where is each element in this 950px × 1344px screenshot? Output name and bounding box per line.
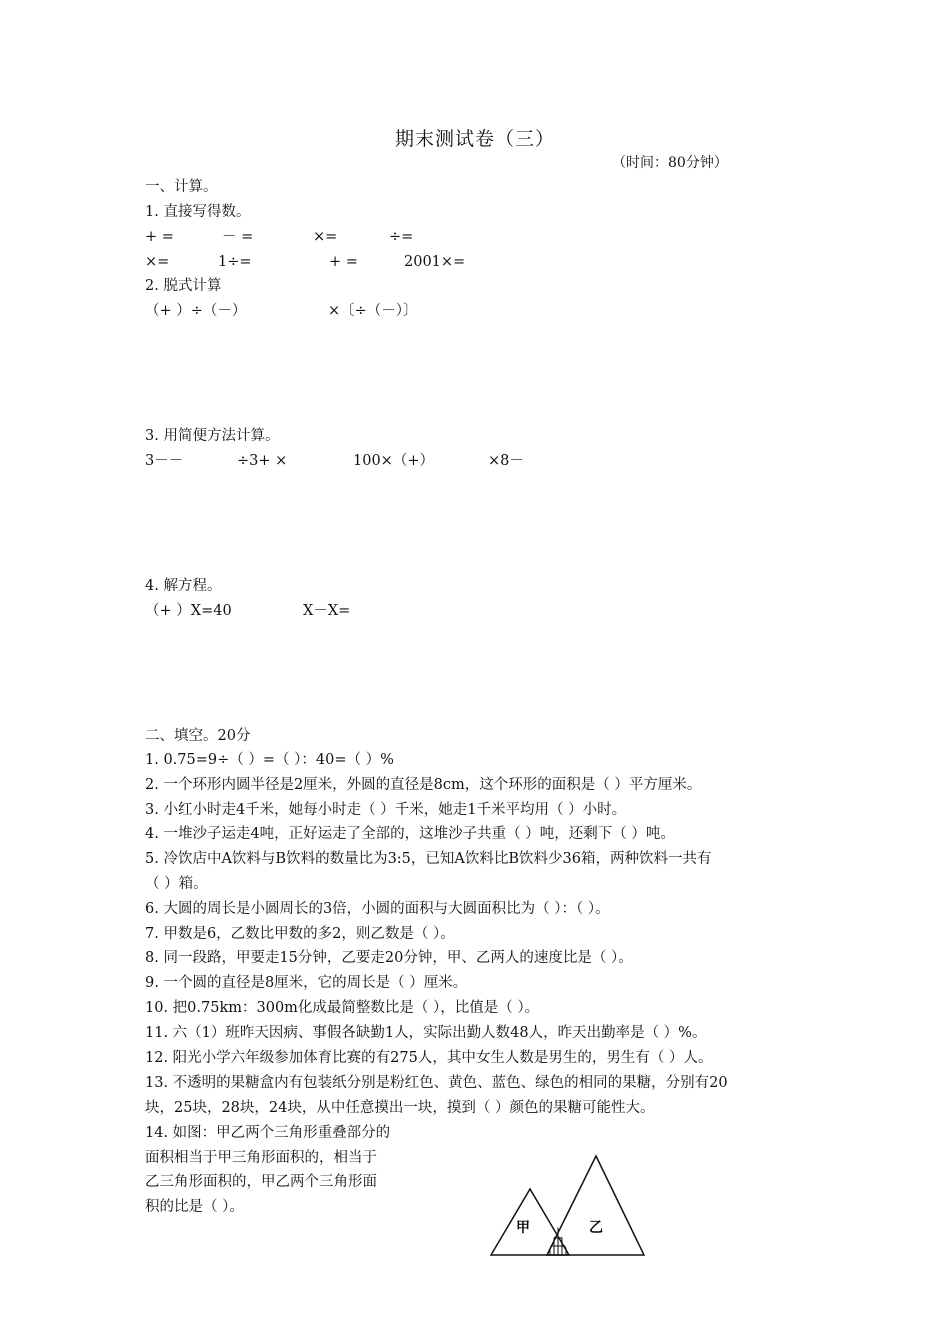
- q1-item: 2001×=: [404, 254, 466, 270]
- q4-item: X－X=: [303, 603, 351, 619]
- fill-line: 积的比是（ ）。: [145, 1199, 244, 1215]
- label-yi: 乙: [589, 1220, 603, 1236]
- page-title: 期末测试卷（三）: [394, 128, 555, 150]
- fill-line: 1. 0.75=9÷（ ）=（ ）：40=（ ）%: [145, 752, 394, 768]
- triangles-figure: [486, 1150, 648, 1260]
- q3-title: 3. 用简便方法计算。: [145, 428, 280, 444]
- q3-item: 100×（+）: [353, 453, 434, 469]
- fill-line: 5. 冷饮店中A饮料与B饮料的数量比为3:5，已知A饮料比B饮料少36箱，两种饮料一共有: [145, 851, 712, 867]
- fill-line: 4. 一堆沙子运走4吨，正好运走了全部的，这堆沙子共重（ ）吨，还剩下（ ）吨。: [145, 826, 675, 842]
- fill-line: 面积相当于甲三角形面积的，相当于: [145, 1150, 377, 1166]
- fill-line: （ ）箱。: [145, 876, 208, 892]
- q1-item: + =: [145, 229, 174, 245]
- q1-item: ×=: [313, 229, 338, 245]
- triangle-jia: [491, 1189, 569, 1255]
- fill-line: 2. 一个环形内圆半径是2厘米，外圆的直径是8cm，这个环形的面积是（ ）平方厘米。: [145, 777, 702, 793]
- q1-item: － =: [222, 229, 254, 245]
- fill-line: 13. 不透明的果糖盒内有包装纸分别是粉红色、黄色、蓝色、绿色的相同的果糖，分别有20: [145, 1075, 728, 1091]
- fill-line: 7. 甲数是6，乙数比甲数的多2，则乙数是（ ）。: [145, 926, 455, 942]
- fill-line: 12. 阳光小学六年级参加体育比赛的有275人，其中女生人数是男生的，男生有（ ）人。: [145, 1050, 713, 1066]
- q4-title: 4. 解方程。: [145, 578, 222, 594]
- fill-line: 11. 六（1）班昨天因病、事假各缺勤1人，实际出勤人数48人，昨天出勤率是（ ）%。: [145, 1025, 707, 1041]
- q1-item: + =: [329, 254, 358, 270]
- q4-item: （+ ）X=40: [145, 603, 232, 619]
- fill-line: 3. 小红小时走4千米，她每小时走（ ）千米，她走1千米平均用（ ）小时。: [145, 802, 627, 818]
- q2-item: ×〔÷（－）〕: [328, 303, 418, 319]
- fill-line: 10. 把0.75km：300m化成最简整数比是（ ），比值是（ ）。: [145, 1000, 540, 1016]
- q3-item: 3－－: [145, 453, 184, 469]
- label-jia: 甲: [516, 1220, 530, 1236]
- q1-title: 1. 直接写得数。: [145, 204, 251, 220]
- fill-line: 14. 如图：甲乙两个三角形重叠部分的: [145, 1125, 391, 1141]
- fill-line: 8. 同一段路，甲要走15分钟，乙要走20分钟，甲、乙两人的速度比是（ ）。: [145, 950, 633, 966]
- q2-title: 2. 脱式计算: [145, 278, 222, 294]
- fill-line: 6. 大圆的周长是小圆周长的3倍，小圆的面积与大圆面积比为（ ）：（ ）。: [145, 901, 610, 917]
- q1-item: 1÷=: [218, 254, 252, 270]
- q2-item: （+ ）÷（－）: [145, 303, 247, 319]
- fill-line: 乙三角形面积的，甲乙两个三角形面: [145, 1174, 377, 1190]
- q3-item: ×8－: [488, 453, 524, 469]
- section-heading-2: 二、填空。20分: [145, 728, 251, 744]
- q1-item: ×=: [145, 254, 170, 270]
- section-heading-1: 一、计算。: [145, 179, 218, 195]
- fill-line: 块，25块，28块，24块，从中任意摸出一块，摸到（ ）颜色的果糖可能性大。: [145, 1100, 655, 1116]
- time-note: （时间：80分钟）: [612, 155, 728, 171]
- q1-item: ÷=: [389, 229, 414, 245]
- fill-line: 9. 一个圆的直径是8厘米，它的周长是（ ）厘米。: [145, 975, 468, 991]
- q3-item: ÷3+ ×: [237, 453, 288, 469]
